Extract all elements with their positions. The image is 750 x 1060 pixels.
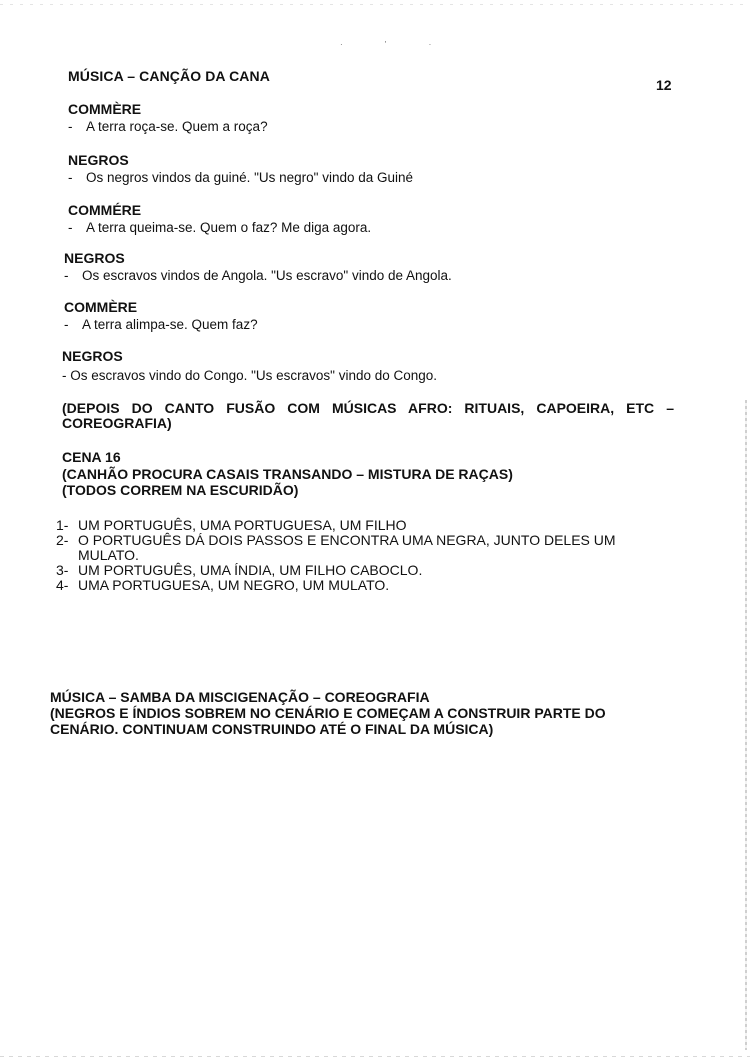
- dialogue-text: A terra queima-se. Quem o faz? Me diga agora.: [86, 220, 372, 235]
- dialogue-line: [68, 119, 268, 134]
- dialogue-line: [62, 368, 437, 383]
- stage-direction-line: (DEPOIS DO CANTO FUSÃO COM MÚSICAS AFRO: RITUAIS, CAPOEIRA, ETC –: [62, 400, 674, 416]
- list-number: 3-: [56, 562, 69, 578]
- list-text: UM PORTUGUÊS, UMA ÍNDIA, UM FILHO CABOCLO.: [78, 562, 423, 578]
- speaker-name: NEGROS: [62, 348, 123, 364]
- dash-marker: -: [68, 119, 73, 134]
- list-text: UM PORTUGUÊS, UMA PORTUGUESA, UM FILHO: [78, 517, 407, 533]
- dialogue-text: - Os escravos vindo do Congo. "Us escravos" vindo do Congo.: [62, 368, 438, 383]
- dialogue-text: A terra alimpa-se. Quem faz?: [82, 317, 258, 332]
- dialogue-line: [64, 317, 258, 332]
- dialogue-text: A terra roça-se. Quem a roça?: [86, 119, 268, 134]
- speaker-name: NEGROS: [68, 152, 129, 168]
- scan-edge-top: [0, 4, 750, 5]
- speaker-name: NEGROS: [64, 250, 125, 266]
- list-item: [56, 578, 389, 593]
- dash-marker: -: [64, 268, 69, 283]
- scene-direction: (CANHÃO PROCURA CASAIS TRANSANDO – MISTURA DE RAÇAS): [62, 466, 513, 482]
- dialogue-text: Os negros vindos da guiné. "Us negro" vindo da Guiné: [86, 170, 414, 185]
- scan-edge-bottom: [0, 1056, 750, 1057]
- list-item-continuation: MULATO.: [78, 547, 139, 563]
- list-text: O PORTUGUÊS DÁ DOIS PASSOS E ENCONTRA UMA NEGRA, JUNTO DELES UM: [78, 532, 616, 548]
- list-number: 2-: [56, 532, 69, 548]
- dash-marker: -: [64, 317, 69, 332]
- speaker-name: COMMÈRE: [68, 101, 142, 117]
- list-item: [56, 563, 422, 578]
- dialogue-line: [64, 268, 452, 283]
- stage-direction-line: CENÁRIO. CONTINUAM CONSTRUINDO ATÉ O FINAL DA MÚSICA): [50, 721, 494, 737]
- section-heading: MÚSICA – CANÇÃO DA CANA: [68, 68, 270, 84]
- scene-title: CENA 16: [62, 449, 121, 465]
- list-number: 4-: [56, 577, 69, 593]
- page-number: 12: [656, 77, 672, 93]
- list-text: UMA PORTUGUESA, UM NEGRO, UM MULATO.: [78, 577, 390, 593]
- stage-direction-line: (NEGROS E ÍNDIOS SOBREM NO CENÁRIO E COMEÇAM A CONSTRUIR PARTE DO: [50, 705, 606, 721]
- list-number: 1-: [56, 517, 69, 533]
- dialogue-line: [68, 170, 413, 185]
- speaker-name: COMMÈRE: [64, 299, 138, 315]
- speaker-name: COMMÉRE: [68, 202, 142, 218]
- stage-direction-line: COREOGRAFIA): [62, 415, 172, 431]
- dash-marker: -: [68, 170, 73, 185]
- scan-edge-right: [745, 400, 747, 1050]
- list-item: [56, 533, 616, 548]
- scene-direction: (TODOS CORREM NA ESCURIDÃO): [62, 482, 299, 498]
- list-item: [56, 518, 407, 533]
- dash-marker: -: [68, 220, 73, 235]
- music-heading: MÚSICA – SAMBA DA MISCIGENAÇÃO – COREOGRAFIA: [50, 689, 430, 705]
- dialogue-text: Os escravos vindos de Angola. "Us escravo" vindo de Angola.: [82, 268, 452, 283]
- dialogue-line: [68, 220, 371, 235]
- scan-specks: · ' ·: [340, 40, 452, 49]
